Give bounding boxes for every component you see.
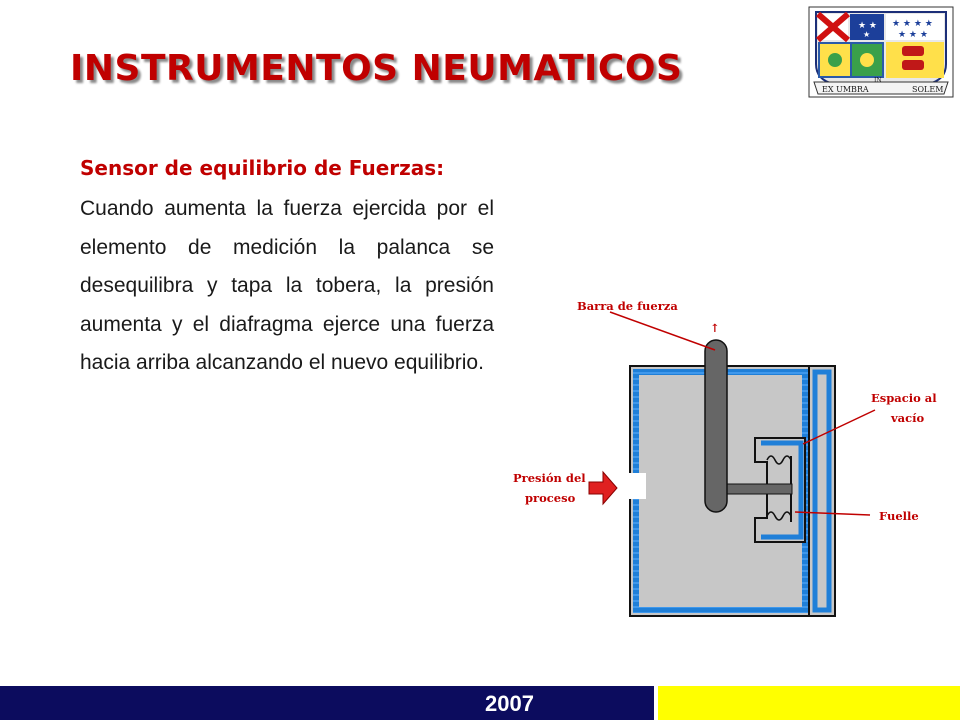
force-bar [705, 340, 727, 512]
footer-bar-yellow [658, 686, 960, 720]
slide-title: INSTRUMENTOS NEUMATICOS [70, 48, 683, 89]
svg-text:★: ★ [863, 30, 871, 39]
slide-body-text: Cuando aumenta la fuerza ejercida por el elemento de medición la palanca se desequilibra y tapa la tobera, la presión aumenta y el diafragma ejerce una fuerza hacia arriba alcanzando el nuevo equilibrio. [80, 197, 494, 374]
up-arrow-icon: ↑ [710, 321, 720, 335]
label-barra-de-fuerza: Barra de fuerza [577, 299, 678, 313]
label-presion-del-proceso-2: proceso [525, 491, 576, 505]
process-arrow-icon [589, 472, 617, 504]
svg-text:★ ★ ★ ★: ★ ★ ★ ★ [892, 19, 933, 29]
label-espacio-al-vacio-2: vacío [891, 411, 925, 425]
force-balance-sensor-diagram [505, 280, 955, 620]
slide-content [80, 148, 494, 383]
footer-bar-navy [0, 686, 654, 720]
label-espacio-al-vacio-1: Espacio al [871, 391, 937, 405]
crest-motto-right: SOLEM [912, 85, 944, 94]
label-presion-del-proceso-1: Presión del [513, 471, 586, 485]
svg-text:★ ★: ★ ★ [858, 21, 877, 31]
crest-motto-center: IN [874, 77, 882, 84]
crest-motto-left: EX UMBRA [822, 85, 869, 94]
footer-year: 2007 [485, 691, 534, 716]
university-crest-logo [808, 6, 954, 98]
label-fuelle: Fuelle [879, 509, 919, 523]
slide-subtitle: Sensor de equilibrio de Fuerzas: [80, 156, 445, 180]
svg-text:★ ★ ★: ★ ★ ★ [898, 30, 928, 40]
